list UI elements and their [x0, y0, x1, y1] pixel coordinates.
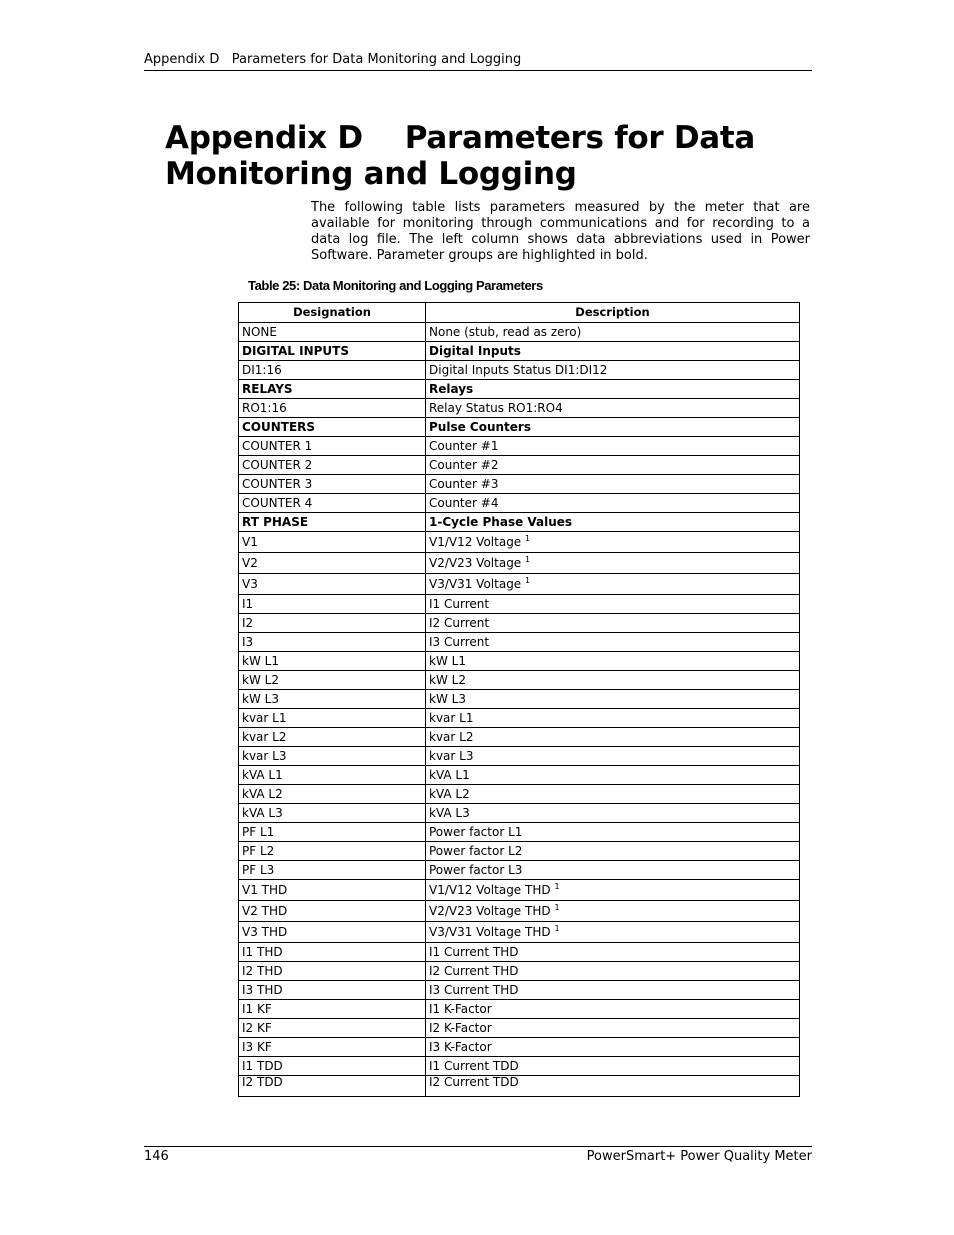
- description-cell: [426, 532, 800, 553]
- description-cell: [426, 823, 800, 842]
- designation-cell: kW L3: [239, 690, 426, 709]
- description-cell: [426, 574, 800, 595]
- designation-cell: I3 THD: [239, 981, 426, 1000]
- designation-cell: DI1:16: [239, 361, 426, 380]
- description-cell: [426, 652, 800, 671]
- description-text: I1 Current TDD: [429, 1058, 519, 1073]
- description-cell: [426, 1076, 800, 1097]
- description-cell: [426, 766, 800, 785]
- table-row: [239, 823, 800, 842]
- description-cell: [426, 553, 800, 574]
- chapter-title-line-1: Appendix D Parameters for Data: [165, 120, 756, 156]
- description-cell: [426, 1019, 800, 1038]
- description-cell: [426, 671, 800, 690]
- description-text: Counter #2: [429, 457, 499, 472]
- description-cell: [426, 614, 800, 633]
- description-text: kW L2: [429, 672, 466, 687]
- table-row: [239, 842, 800, 861]
- designation-cell: kVA L2: [239, 785, 426, 804]
- description-text: kVA L3: [429, 805, 470, 820]
- designation-cell: NONE: [239, 323, 426, 342]
- description-cell: [426, 901, 800, 922]
- description-text: I3 Current: [429, 634, 490, 649]
- designation-cell: I1 TDD: [239, 1057, 426, 1076]
- table-row: [239, 1000, 800, 1019]
- footnote-marker: 1: [554, 902, 560, 912]
- description-text: Pulse Counters: [429, 419, 531, 434]
- designation-cell: V3 THD: [239, 922, 426, 943]
- description-text: kvar L2: [429, 729, 474, 744]
- description-text: V1/V12 Voltage THD: [429, 882, 551, 897]
- description-text: V2/V23 Voltage THD: [429, 903, 551, 918]
- description-text: I1 Current: [429, 596, 490, 611]
- table-row: [239, 361, 800, 380]
- description-cell: [426, 380, 800, 399]
- column-header-description: Description: [426, 303, 800, 323]
- description-text: kW L1: [429, 653, 466, 668]
- designation-cell: PF L3: [239, 861, 426, 880]
- table-row: [239, 1019, 800, 1038]
- table-row: [239, 690, 800, 709]
- table-row: [239, 614, 800, 633]
- designation-cell: V2: [239, 553, 426, 574]
- table-row: [239, 901, 800, 922]
- table-row: [239, 342, 800, 361]
- description-cell: [426, 842, 800, 861]
- table-row: [239, 880, 800, 901]
- table-row: [239, 1076, 800, 1097]
- table-row: [239, 595, 800, 614]
- designation-cell: V1: [239, 532, 426, 553]
- description-text: kVA L1: [429, 767, 470, 782]
- table-row: [239, 475, 800, 494]
- table-header-row: [239, 303, 800, 323]
- table-row: [239, 861, 800, 880]
- description-text: Power factor L2: [429, 843, 523, 858]
- table-row: [239, 532, 800, 553]
- column-header-designation: Designation: [239, 303, 426, 323]
- table-row: [239, 785, 800, 804]
- designation-cell: COUNTER 3: [239, 475, 426, 494]
- description-text: V2/V23 Voltage: [429, 555, 522, 570]
- description-cell: [426, 418, 800, 437]
- description-cell: [426, 1057, 800, 1076]
- designation-cell: kW L1: [239, 652, 426, 671]
- description-text: I2 Current TDD: [429, 1075, 519, 1089]
- product-name: PowerSmart+ Power Quality Meter: [586, 1149, 812, 1164]
- description-cell: [426, 456, 800, 475]
- table-row: [239, 1057, 800, 1076]
- description-text: Relay Status RO1:RO4: [429, 400, 563, 415]
- intro-paragraph: The following table lists parameters measured by the meter that are available for monitoring through communications and for recording to a data log file. The left column shows data abbreviations used in Power Software. Parameter groups are highlighted in bold.: [311, 200, 810, 263]
- page-footer: [144, 1146, 812, 1164]
- running-header: [144, 52, 812, 71]
- designation-cell: I3 KF: [239, 1038, 426, 1057]
- table-row: [239, 747, 800, 766]
- table-row: [239, 456, 800, 475]
- footnote-marker: 1: [525, 533, 531, 543]
- description-text: Relays: [429, 381, 474, 396]
- description-cell: [426, 633, 800, 652]
- description-cell: [426, 399, 800, 418]
- description-cell: [426, 361, 800, 380]
- designation-cell: V2 THD: [239, 901, 426, 922]
- description-text: Digital Inputs: [429, 343, 521, 358]
- table-row: [239, 671, 800, 690]
- description-cell: [426, 728, 800, 747]
- table-row: [239, 399, 800, 418]
- table-caption: Table 25: Data Monitoring and Logging Parameters: [248, 278, 543, 293]
- table-row: [239, 962, 800, 981]
- description-cell: [426, 943, 800, 962]
- designation-cell: COUNTER 4: [239, 494, 426, 513]
- description-cell: [426, 475, 800, 494]
- description-cell: [426, 323, 800, 342]
- description-cell: [426, 690, 800, 709]
- description-cell: [426, 804, 800, 823]
- description-cell: [426, 785, 800, 804]
- description-text: I1 K-Factor: [429, 1001, 492, 1016]
- designation-cell: I2 TDD: [239, 1076, 426, 1097]
- designation-cell: DIGITAL INPUTS: [239, 342, 426, 361]
- description-text: I2 K-Factor: [429, 1020, 492, 1035]
- designation-cell: RELAYS: [239, 380, 426, 399]
- table-row: [239, 494, 800, 513]
- description-text: kvar L1: [429, 710, 474, 725]
- description-cell: [426, 861, 800, 880]
- description-text: 1-Cycle Phase Values: [429, 514, 573, 529]
- chapter-title-line-2: Monitoring and Logging: [165, 156, 577, 192]
- running-header-text: Appendix D Parameters for Data Monitoring and Logging: [144, 52, 522, 67]
- description-cell: [426, 962, 800, 981]
- designation-cell: RO1:16: [239, 399, 426, 418]
- description-text: Counter #1: [429, 438, 499, 453]
- description-cell: [426, 1038, 800, 1057]
- description-text: I1 Current THD: [429, 944, 519, 959]
- designation-cell: I2 THD: [239, 962, 426, 981]
- designation-cell: I1 KF: [239, 1000, 426, 1019]
- description-cell: [426, 880, 800, 901]
- table-row: [239, 380, 800, 399]
- table-row: [239, 652, 800, 671]
- description-text: kvar L3: [429, 748, 474, 763]
- description-text: None (stub, read as zero): [429, 324, 582, 339]
- table-row: [239, 418, 800, 437]
- description-text: V3/V31 Voltage: [429, 576, 522, 591]
- designation-cell: COUNTER 2: [239, 456, 426, 475]
- table-row: [239, 513, 800, 532]
- designation-cell: RT PHASE: [239, 513, 426, 532]
- description-cell: [426, 747, 800, 766]
- description-cell: [426, 595, 800, 614]
- description-cell: [426, 922, 800, 943]
- table-row: [239, 553, 800, 574]
- table-row: [239, 804, 800, 823]
- description-text: I2 Current THD: [429, 963, 519, 978]
- description-text: I3 K-Factor: [429, 1039, 492, 1054]
- table-row: [239, 709, 800, 728]
- table-row: [239, 574, 800, 595]
- footnote-marker: 1: [554, 881, 560, 891]
- description-text: kW L3: [429, 691, 466, 706]
- table-row: [239, 943, 800, 962]
- designation-cell: V3: [239, 574, 426, 595]
- designation-cell: kvar L1: [239, 709, 426, 728]
- page-number: 146: [144, 1149, 169, 1164]
- description-text: Digital Inputs Status DI1:DI12: [429, 362, 608, 377]
- table-row: [239, 1038, 800, 1057]
- designation-cell: V1 THD: [239, 880, 426, 901]
- description-text: Counter #3: [429, 476, 499, 491]
- designation-cell: I2: [239, 614, 426, 633]
- description-text: Power factor L3: [429, 862, 523, 877]
- footnote-marker: 1: [554, 923, 560, 933]
- table-row: [239, 981, 800, 1000]
- footnote-marker: 1: [525, 575, 531, 585]
- description-text: V1/V12 Voltage: [429, 534, 522, 549]
- description-text: V3/V31 Voltage THD: [429, 924, 551, 939]
- designation-cell: I2 KF: [239, 1019, 426, 1038]
- description-cell: [426, 342, 800, 361]
- table-row: [239, 922, 800, 943]
- description-text: kVA L2: [429, 786, 470, 801]
- designation-cell: COUNTER 1: [239, 437, 426, 456]
- designation-cell: PF L2: [239, 842, 426, 861]
- designation-cell: kVA L1: [239, 766, 426, 785]
- designation-cell: I1 THD: [239, 943, 426, 962]
- description-text: Power factor L1: [429, 824, 523, 839]
- table-row: [239, 633, 800, 652]
- description-cell: [426, 437, 800, 456]
- description-cell: [426, 981, 800, 1000]
- description-text: Counter #4: [429, 495, 499, 510]
- description-cell: [426, 709, 800, 728]
- designation-cell: I1: [239, 595, 426, 614]
- description-text: I2 Current: [429, 615, 490, 630]
- table-row: [239, 323, 800, 342]
- designation-cell: kVA L3: [239, 804, 426, 823]
- table-body: [239, 323, 800, 1097]
- table-row: [239, 437, 800, 456]
- table-row: [239, 766, 800, 785]
- footnote-marker: 1: [525, 554, 531, 564]
- designation-cell: PF L1: [239, 823, 426, 842]
- designation-cell: kW L2: [239, 671, 426, 690]
- designation-cell: I3: [239, 633, 426, 652]
- table-row: [239, 728, 800, 747]
- description-cell: [426, 494, 800, 513]
- designation-cell: COUNTERS: [239, 418, 426, 437]
- description-cell: [426, 1000, 800, 1019]
- parameters-table: [238, 302, 800, 1097]
- designation-cell: kvar L3: [239, 747, 426, 766]
- description-cell: [426, 513, 800, 532]
- designation-cell: kvar L2: [239, 728, 426, 747]
- description-text: I3 Current THD: [429, 982, 519, 997]
- chapter-title: [165, 120, 805, 192]
